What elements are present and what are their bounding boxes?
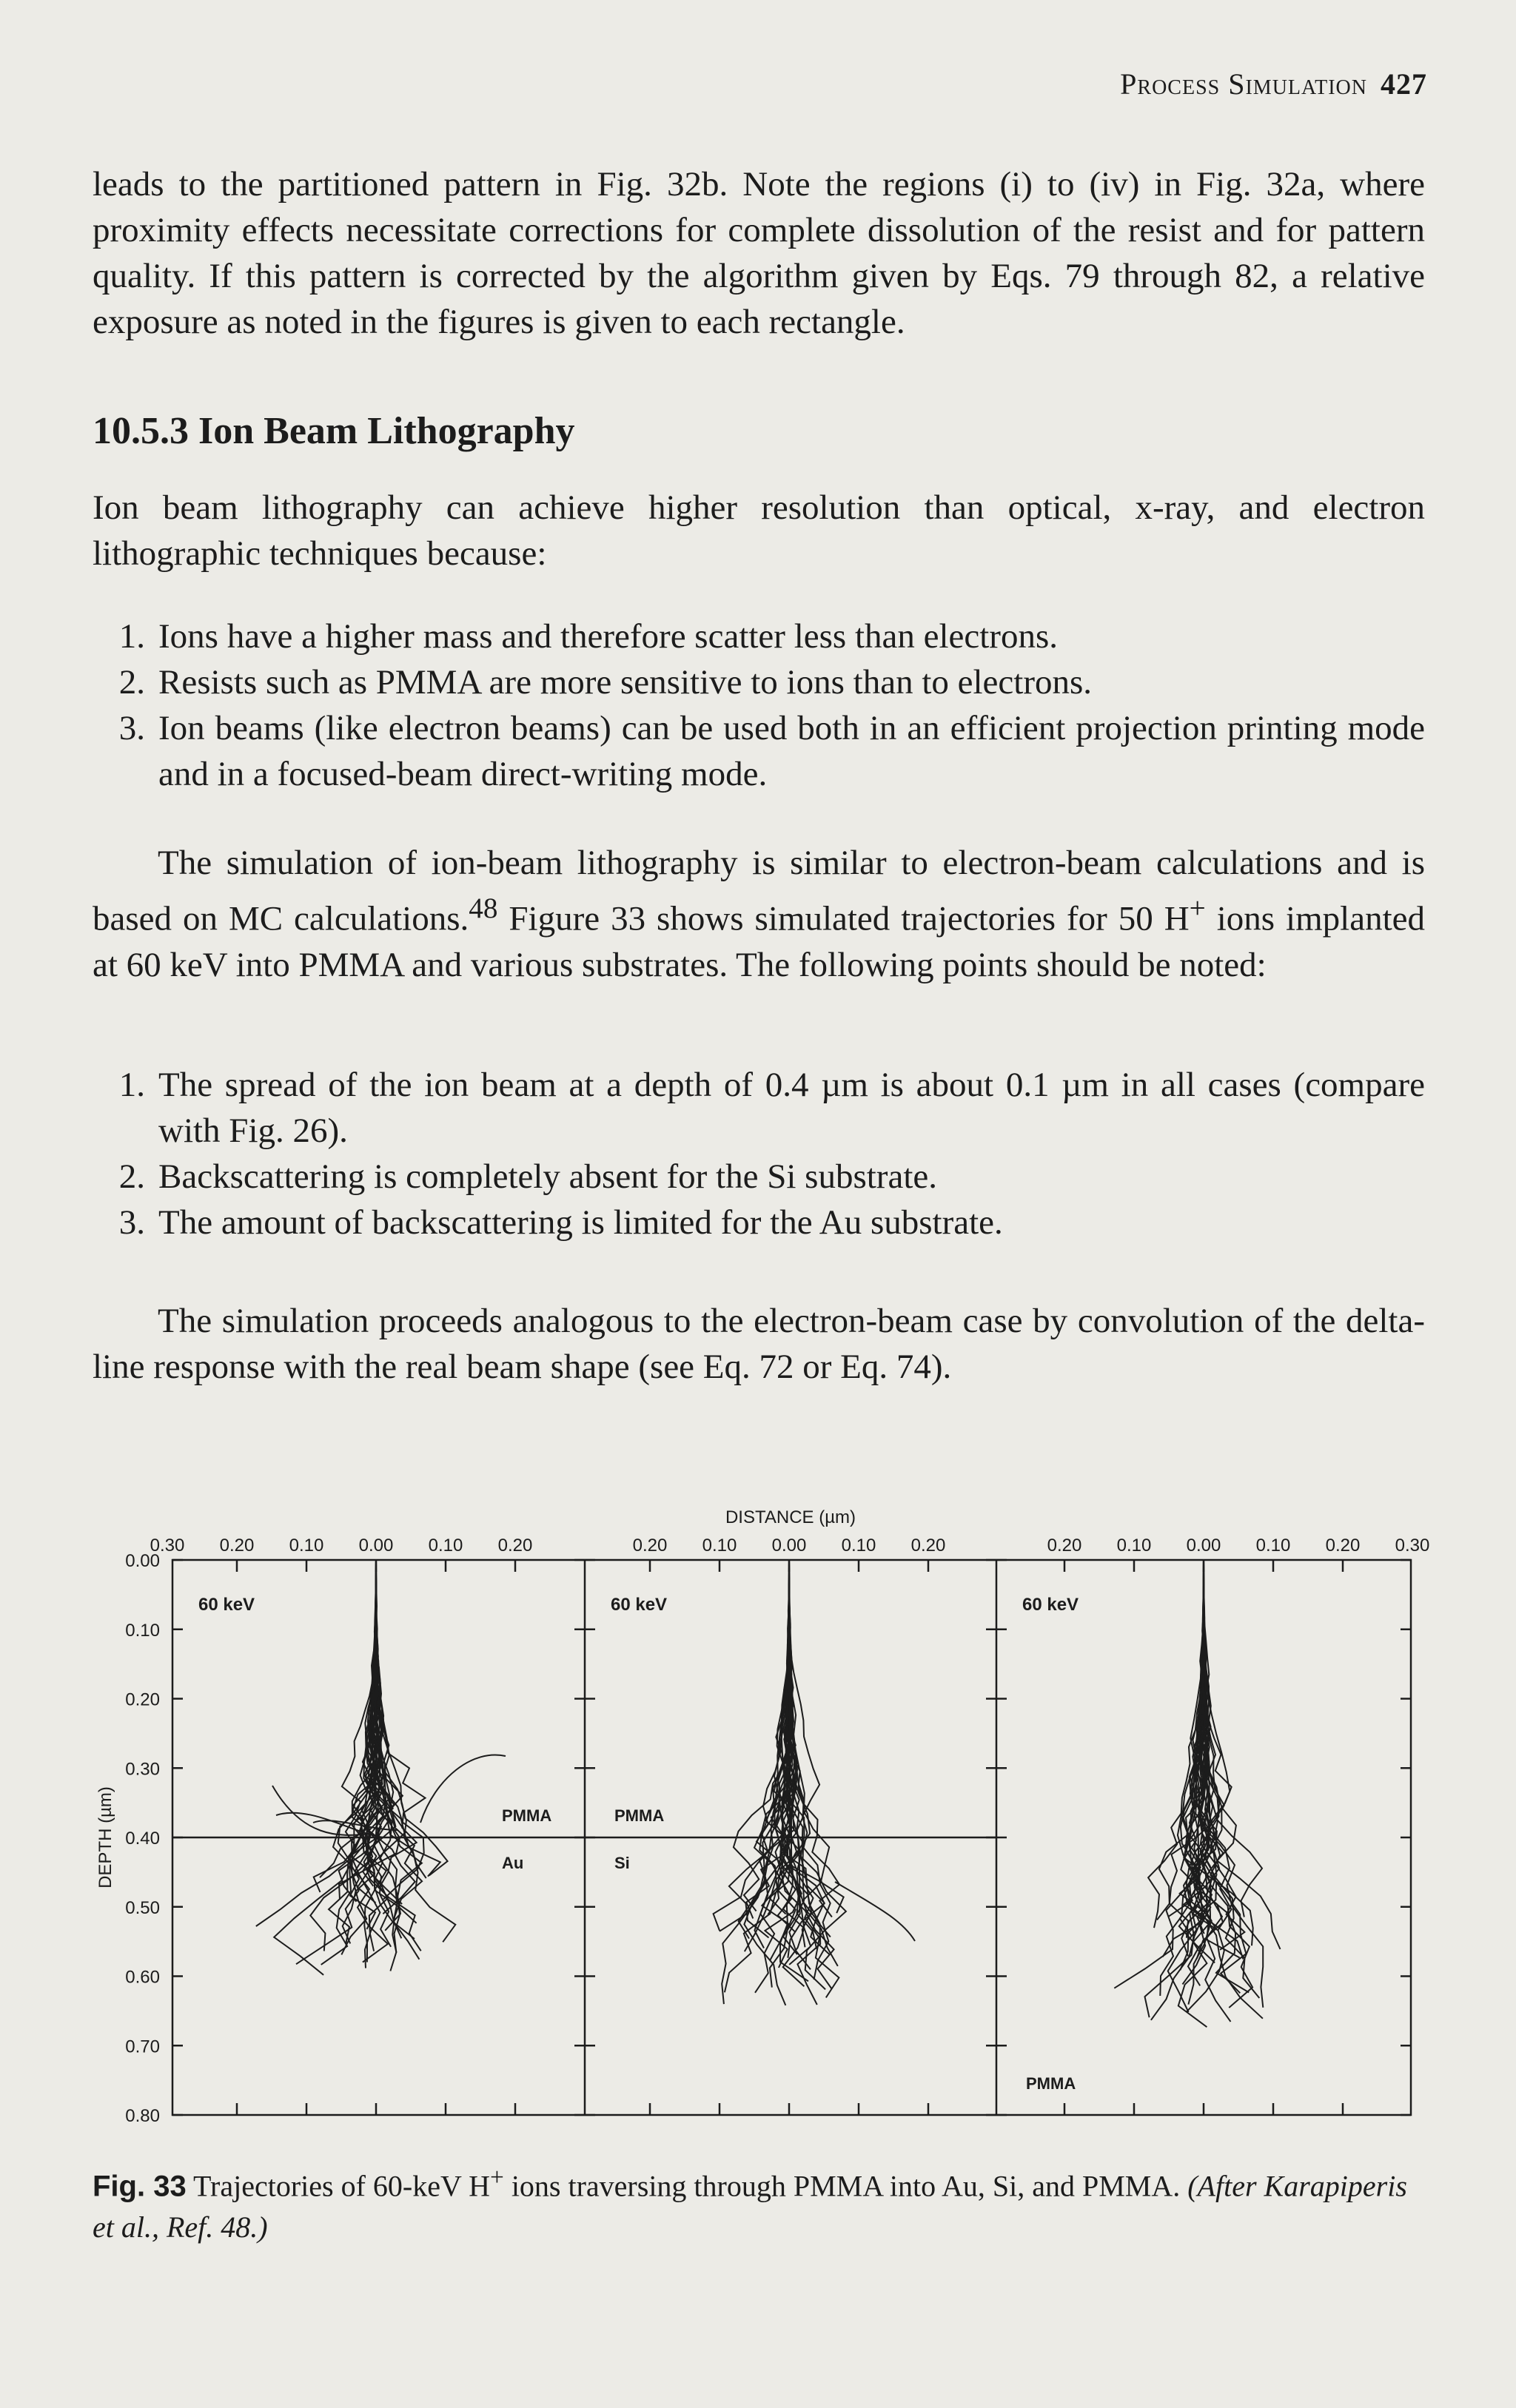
energy-label: 60 keV bbox=[611, 1595, 668, 1615]
y-tick-label: 0.40 bbox=[125, 1829, 160, 1849]
x-tick-label: 0.20 bbox=[1047, 1536, 1082, 1556]
caption-text: Trajectories of 60-keV H bbox=[186, 2169, 491, 2203]
x-tick-label: 0.10 bbox=[1116, 1536, 1152, 1556]
y-tick-label: 0.10 bbox=[125, 1620, 160, 1641]
list-number: 3. bbox=[118, 1203, 145, 1242]
x-tick-label: 0.10 bbox=[1255, 1536, 1291, 1556]
material-label-au: Au bbox=[502, 1854, 524, 1872]
list-number: 1. bbox=[118, 1066, 145, 1104]
x-tick-label: 0.10 bbox=[428, 1536, 463, 1556]
section-heading: 10.5.3 Ion Beam Lithography bbox=[93, 410, 575, 452]
running-title: Process Simulation bbox=[1120, 67, 1367, 101]
x-tick-label: 0.30 bbox=[1395, 1536, 1430, 1556]
list-item bbox=[104, 1154, 1425, 1200]
paragraph-simulation bbox=[93, 840, 1425, 988]
paragraph-convolution: The simulation proceeds analogous to the electron-beam case by convolution of the delta-line response with the real beam shape (see Eq. 72 or Eq. 74). bbox=[93, 1302, 1425, 1386]
x-axis-title: DISTANCE (µm) bbox=[725, 1507, 856, 1527]
list-item bbox=[104, 659, 1425, 705]
y-tick-label: 0.30 bbox=[125, 1759, 160, 1780]
reference-superscript: 48 bbox=[469, 892, 498, 924]
list-text: Ions have a higher mass and therefore scatter less than electrons. bbox=[158, 617, 1059, 656]
trajectory-figure bbox=[87, 1493, 1442, 2122]
material-label-si: Si bbox=[614, 1854, 630, 1872]
x-tick-label: 0.20 bbox=[497, 1536, 533, 1556]
x-tick-label: 0.10 bbox=[841, 1536, 876, 1556]
ion-trajectory bbox=[375, 1560, 422, 1931]
y-tick-label: 0.50 bbox=[125, 1897, 160, 1918]
x-tick-label: 0.00 bbox=[358, 1536, 394, 1556]
x-tick-label: 0.20 bbox=[632, 1536, 668, 1556]
paragraph-ion-beam: Ion beam lithography can achieve higher resolution than optical, x-ray, and electron lithographic techniques because: bbox=[93, 488, 1425, 573]
list-text: The spread of the ion beam at a depth of 0.4 µm is about 0.1 µm in all cases (compare with Fig. 26). bbox=[158, 1066, 1425, 1150]
x-tick-label: 0.10 bbox=[289, 1536, 324, 1556]
energy-label: 60 keV bbox=[198, 1595, 255, 1615]
x-tick-label: 0.20 bbox=[219, 1536, 255, 1556]
x-tick-label: 0.10 bbox=[702, 1536, 737, 1556]
x-tick-label: 0.30 bbox=[150, 1536, 185, 1556]
list-text: Ion beams (like electron beams) can be used both in an efficient projection printing mode and in a focused-beam direct-writing mode. bbox=[158, 709, 1425, 793]
y-tick-label: 0.00 bbox=[125, 1551, 160, 1571]
advantages-list bbox=[104, 613, 1425, 797]
ion-trajectory bbox=[1203, 1560, 1262, 1917]
list-number: 2. bbox=[118, 1157, 145, 1196]
caption-text: ions traversing through PMMA into Au, Si, and PMMA. bbox=[503, 2169, 1188, 2203]
ion-trajectory bbox=[722, 1560, 791, 2004]
list-item bbox=[104, 1200, 1425, 1245]
y-tick-label: 0.70 bbox=[125, 2037, 160, 2057]
y-axis-label: DEPTH (µm) bbox=[95, 1786, 115, 1889]
list-item bbox=[104, 1062, 1425, 1154]
backscatter-trajectory bbox=[420, 1755, 506, 1823]
y-tick-label: 0.80 bbox=[125, 2106, 160, 2122]
list-item bbox=[104, 613, 1425, 659]
ion-charge-superscript: + bbox=[1189, 892, 1206, 924]
paragraph-intro: leads to the partitioned pattern in Fig. 32b. Note the regions (i) to (iv) in Fig. 32a, where proximity effects necessitate corrections for complete dissolution of the resist and for pattern quality. If this pattern is corrected by the algorithm given by Eqs. 79 through 82, a relative exposure as noted in the figures is given to each rectangle. bbox=[93, 165, 1425, 341]
running-header bbox=[1120, 67, 1427, 101]
list-item bbox=[104, 705, 1425, 797]
notes-list bbox=[104, 1062, 1425, 1245]
x-tick-label: 0.00 bbox=[771, 1536, 807, 1556]
caption-superscript: + bbox=[490, 2164, 504, 2191]
text-run: ions implanted at 60 keV into PMMA and various substrates. The following points should be noted: bbox=[93, 899, 1426, 984]
figure-caption bbox=[93, 2157, 1425, 2248]
list-text: Backscattering is completely absent for the Si substrate. bbox=[158, 1157, 937, 1196]
list-number: 2. bbox=[118, 663, 145, 702]
x-tick-label: 0.20 bbox=[1325, 1536, 1361, 1556]
energy-label: 60 keV bbox=[1022, 1595, 1079, 1615]
material-label-pmma: PMMA bbox=[502, 1806, 552, 1825]
list-text: The amount of backscattering is limited for the Au substrate. bbox=[158, 1203, 1003, 1242]
text-run: Figure 33 shows simulated trajectories for 50 H bbox=[497, 899, 1190, 938]
material-label-pmma: PMMA bbox=[614, 1806, 665, 1825]
list-text: Resists such as PMMA are more sensitive to ions than to electrons. bbox=[158, 663, 1093, 702]
list-number: 3. bbox=[118, 709, 145, 747]
material-label-pmma: PMMA bbox=[1026, 2074, 1076, 2093]
ion-trajectory bbox=[789, 1560, 844, 1913]
page-number: 427 bbox=[1381, 67, 1427, 101]
x-tick-label: 0.00 bbox=[1186, 1536, 1221, 1556]
y-tick-label: 0.20 bbox=[125, 1689, 160, 1710]
y-tick-label: 0.60 bbox=[125, 1967, 160, 1988]
x-tick-label: 0.20 bbox=[910, 1536, 946, 1556]
text-run: The simulation of ion-beam lithography is similar to electron-beam calculations and is based on MC calculations. bbox=[93, 844, 1425, 938]
caption-citation: (After Karapiperis et al., Ref. 48.) bbox=[93, 2169, 1407, 2244]
list-number: 1. bbox=[118, 617, 145, 656]
caption-label: Fig. 33 bbox=[93, 2170, 187, 2203]
